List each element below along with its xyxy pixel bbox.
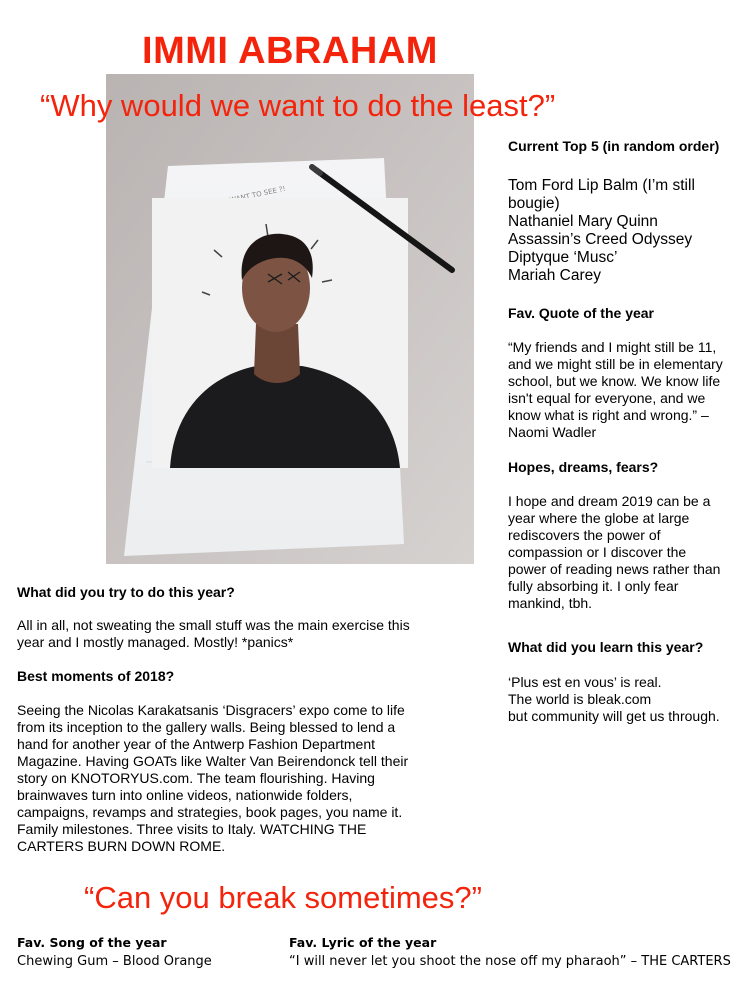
portrait-photo xyxy=(106,74,474,564)
right-column xyxy=(508,138,723,725)
top5-list xyxy=(508,177,723,285)
pull-quote-top: “Why would we want to do the least?” xyxy=(40,88,556,123)
top5-item: Diptyque ‘Musc’ xyxy=(508,249,618,266)
tried-heading: What did you try to do this year? xyxy=(17,584,235,600)
page-title: IMMI ABRAHAM xyxy=(142,30,438,72)
fav-quote-text: “My friends and I might still be 11, and we might still be in elementary school, but we know. We know life isn't equal for everyone, and we know what is right and wrong.” – Naomi Wadler xyxy=(508,339,723,440)
portrait-illustration xyxy=(106,74,474,564)
fav-song-label: Fav. Song of the year xyxy=(17,935,167,950)
fav-quote-heading: Fav. Quote of the year xyxy=(508,305,654,321)
top5-item: Nathaniel Mary Quinn xyxy=(508,213,658,230)
fav-song-value: Chewing Gum – Blood Orange xyxy=(17,954,212,969)
learn-line: ‘Plus est en vous’ is real. xyxy=(508,674,662,690)
fav-lyric-value: “I will never let you shoot the nose off my pharaoh” – THE CARTERS xyxy=(289,954,731,969)
top5-item: Assassin’s Creed Odyssey xyxy=(508,231,693,248)
top5-item: Mariah Carey xyxy=(508,267,602,284)
top5-item: Tom Ford Lip Balm (I’m still bougie) xyxy=(508,177,695,212)
pull-quote-bottom: “Can you break sometimes?” xyxy=(84,880,482,915)
left-column xyxy=(17,584,427,855)
learn-line: but community will get us through. xyxy=(508,708,720,724)
top5-heading: Current Top 5 (in random order) xyxy=(508,138,720,154)
fav-lyric-label: Fav. Lyric of the year xyxy=(289,935,437,950)
hopes-heading: Hopes, dreams, fears? xyxy=(508,459,659,475)
hopes-text: I hope and dream 2019 can be a year where the globe at large rediscovers the power of compassion or I discover the power of reading news rather than fully absorbing it. I only fear mankind, tbh. xyxy=(508,493,721,611)
learn-line: The world is bleak.com xyxy=(508,691,652,707)
tried-text: All in all, not sweating the small stuff was the main exercise this year and I mostly managed. Mostly! *panics* xyxy=(17,617,410,650)
learn-text xyxy=(508,674,723,725)
learn-heading: What did you learn this year? xyxy=(508,639,704,655)
best-heading: Best moments of 2018? xyxy=(17,668,175,684)
best-text: Seeing the Nicolas Karakatsanis ‘Disgracers’ expo come to life from its inception to the gallery walls. Being blessed to lend a hand for another year of the Antwerp Fashion Department Magazine. Having GOATs like Walter Van Beirendonck tell their story on KNOTORYUS.com. The team flourishing. Having brainwaves turn into online videos, nationwide folders, campaigns, revamps and strategies, book pages, you name it. Family milestones. Three visits to Italy. WATCHING THE CARTERS BURN DOWN ROME. xyxy=(17,702,409,854)
